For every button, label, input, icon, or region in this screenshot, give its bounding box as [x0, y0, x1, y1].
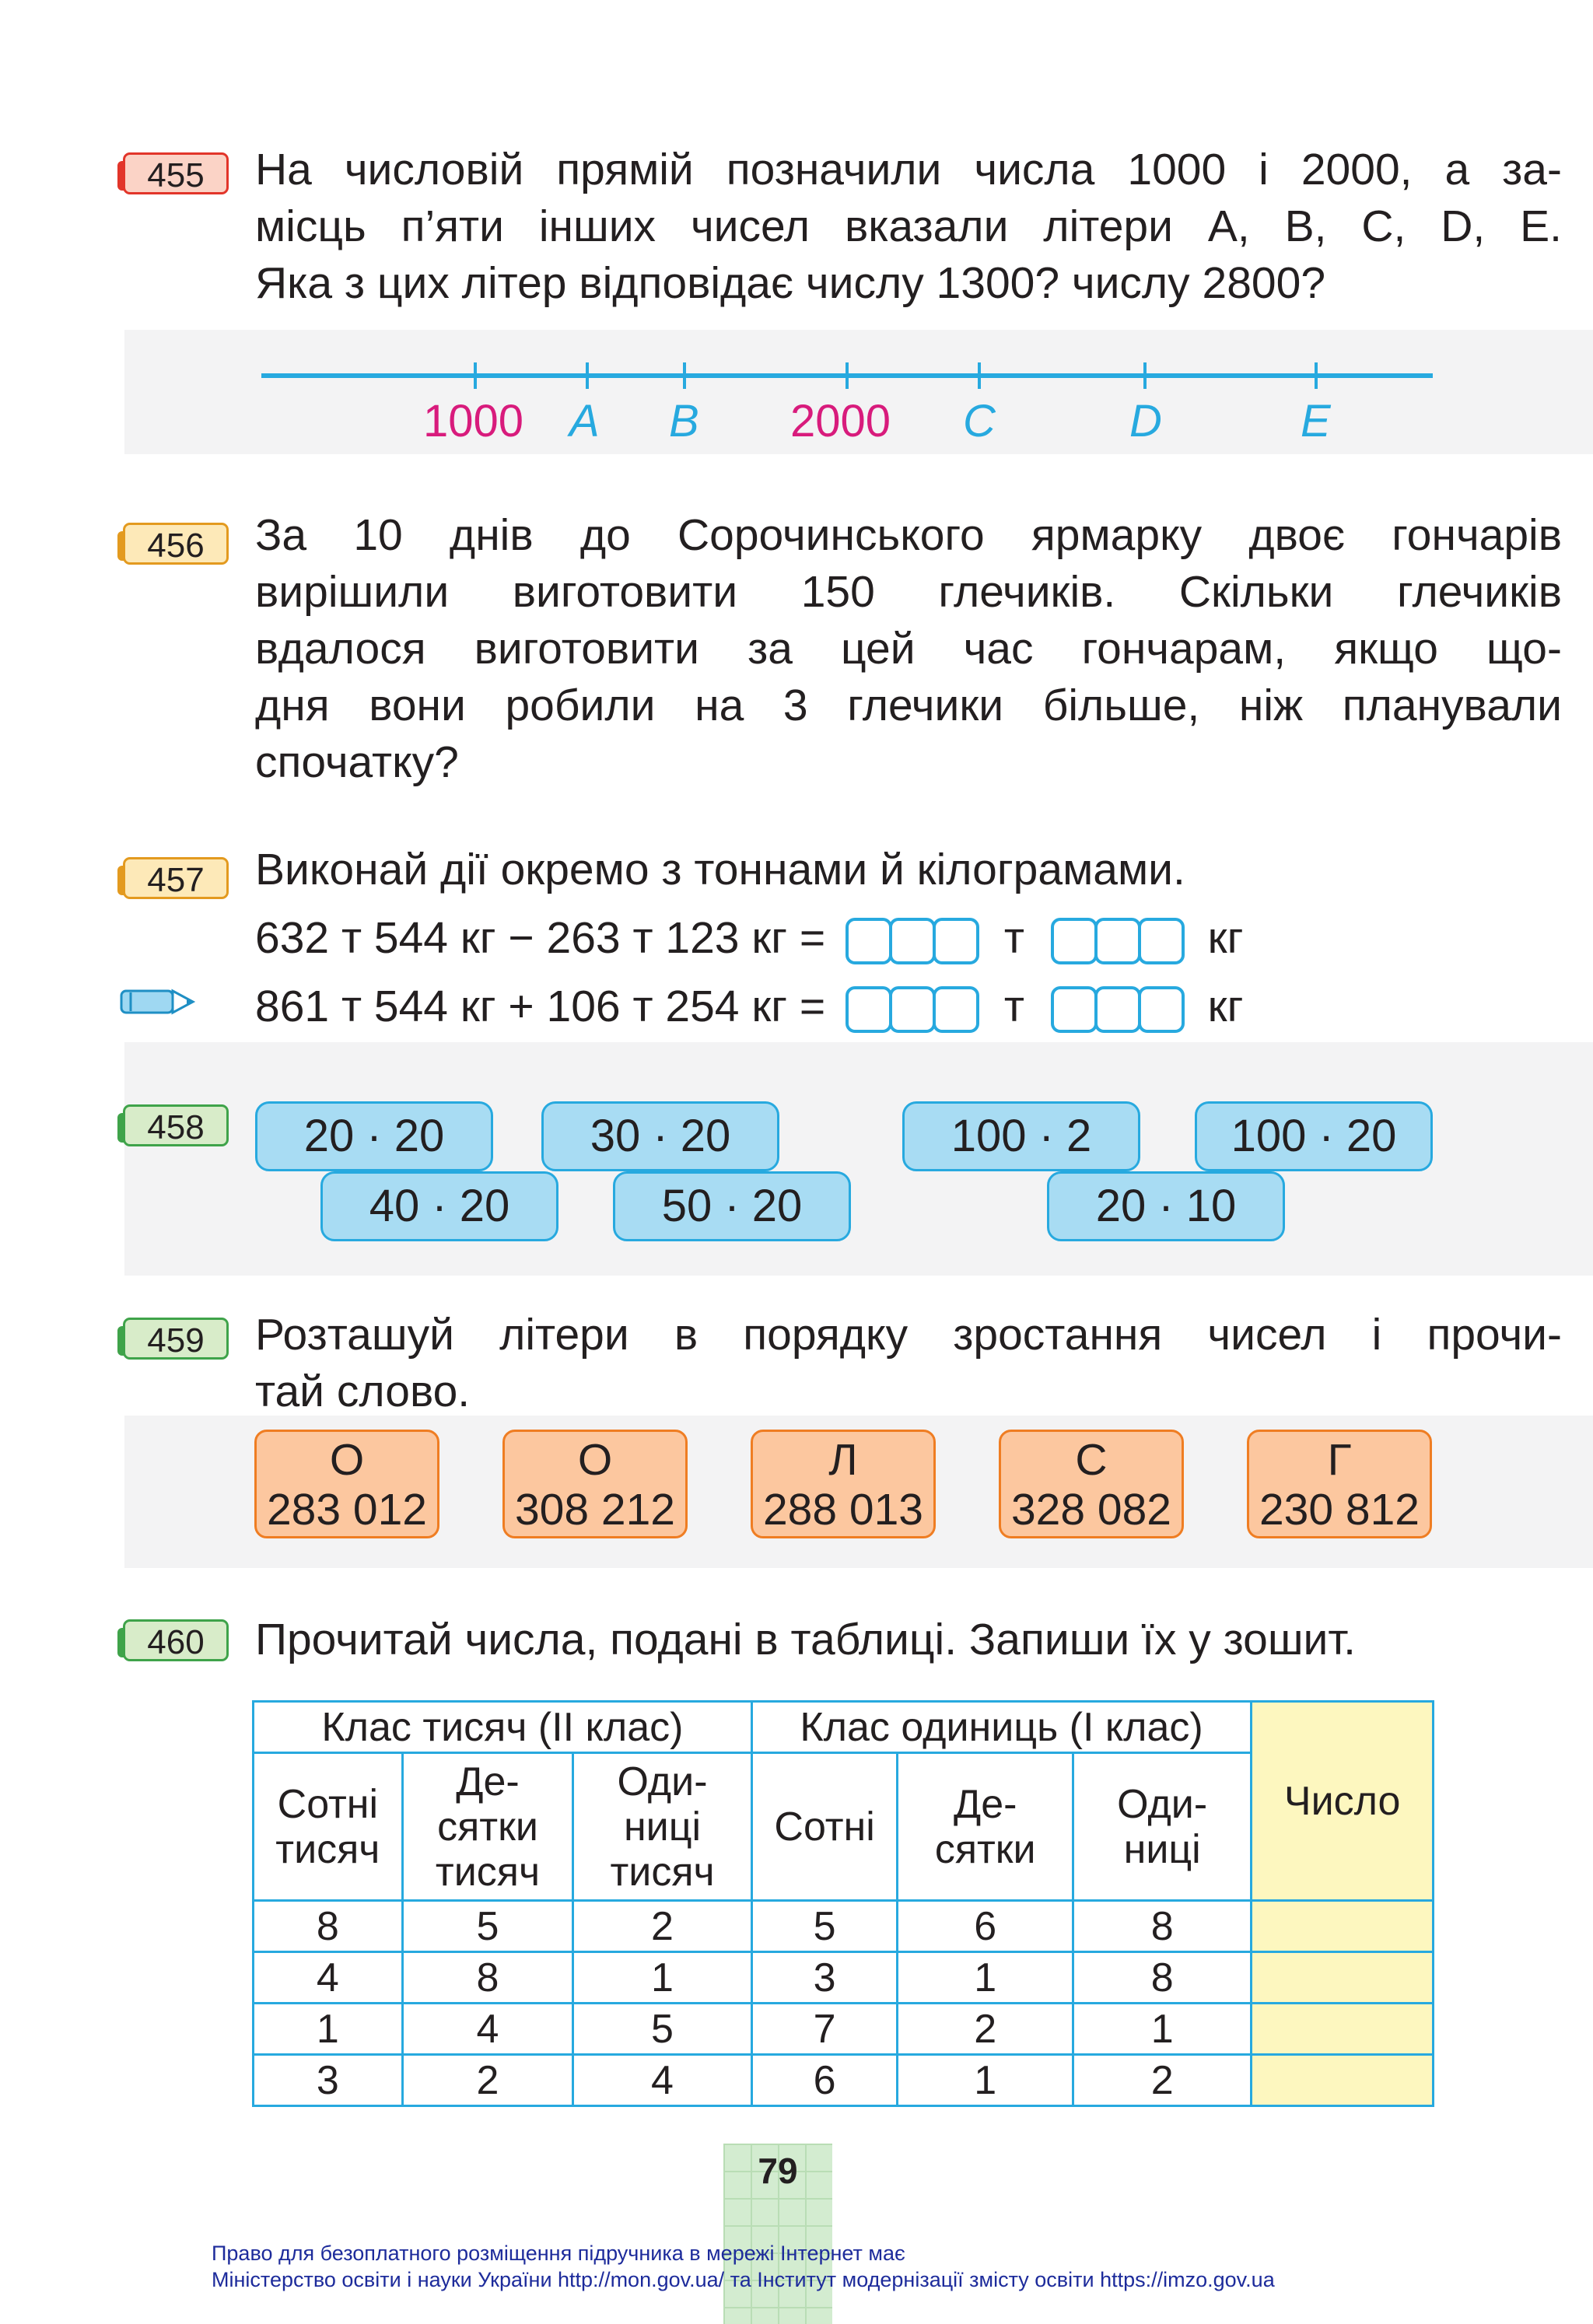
text-line: тай слово.: [255, 1367, 471, 1416]
exercise-456-text: [255, 507, 1562, 791]
answer-boxes-kg-2[interactable]: [1051, 986, 1182, 1033]
card-letter: Л: [828, 1435, 858, 1485]
exercise-number-459: 459: [123, 1318, 229, 1360]
card-number: 283 012: [266, 1485, 428, 1535]
cell: 3: [254, 2055, 403, 2106]
letter-card: [1247, 1430, 1432, 1538]
cell: 1: [898, 1952, 1073, 2004]
exercise-number-457: 457: [123, 857, 229, 899]
equation-1-expr: 632 т 544 кг − 263 т 123 кг =: [255, 913, 826, 963]
text-line: дня вони робили на 3 глечики більше, ніж планували: [255, 681, 1562, 730]
text-line: місць п’яти інших чисел вказали літери A, B, C, D, E.: [255, 201, 1562, 251]
table-row: [254, 2004, 1434, 2055]
table-row: [254, 1952, 1434, 2004]
expression-card: 30 · 20: [541, 1101, 779, 1171]
cell: 7: [751, 2004, 898, 2055]
card-letter: О: [577, 1435, 613, 1485]
table-row: [254, 1901, 1434, 1952]
letter-card: [254, 1430, 439, 1538]
exercise-455-text: [255, 142, 1562, 312]
text-line: спочатку?: [255, 737, 459, 787]
card-number: 308 212: [514, 1485, 676, 1535]
tick-a: [586, 362, 589, 389]
letter-card: [502, 1430, 688, 1538]
answer-boxes-kg-1[interactable]: [1051, 918, 1182, 964]
exercise-number-456: 456: [123, 523, 229, 565]
footer-line-1: Право для безоплатного розміщення підручника в мережі Інтернет має: [212, 2242, 905, 2265]
card-letter: С: [1075, 1435, 1108, 1485]
equation-row-1: [255, 910, 1243, 967]
cell: 8: [402, 1952, 573, 2004]
exercise-number-458: 458: [123, 1104, 229, 1146]
header-units: Оди- ниці: [1073, 1753, 1251, 1901]
cell: 1: [573, 1952, 752, 2004]
cell: 5: [402, 1901, 573, 1952]
header-tens: Де- сятки: [898, 1753, 1073, 1901]
label-2000: 2000: [790, 396, 891, 446]
text-line: Яка з цих літер відповідає числу 1300? числу 2800?: [255, 258, 1326, 308]
expression-card: 20 · 20: [255, 1101, 493, 1171]
cell: 5: [573, 2004, 752, 2055]
cell: 2: [402, 2055, 573, 2106]
unit-kg-1: кг: [1207, 913, 1244, 963]
card-number: 288 013: [762, 1485, 924, 1535]
text-line: вирішили виготовити 150 глечиків. Скільки глечиків: [255, 567, 1562, 617]
label-1000: 1000: [423, 396, 524, 446]
cell: 4: [254, 1952, 403, 2004]
unit-t-1: т: [1003, 913, 1024, 963]
label-c: C: [963, 396, 996, 446]
equation-2-expr: 861 т 544 кг + 106 т 254 кг =: [255, 982, 826, 1031]
answer-boxes-tonnes-2[interactable]: [846, 986, 976, 1033]
cell: 2: [1073, 2055, 1251, 2106]
header-ten-thousands: Де- сятки тисяч: [402, 1753, 573, 1901]
header-hundreds: Сотні: [751, 1753, 898, 1901]
cell: 1: [898, 2055, 1073, 2106]
answer-cell[interactable]: [1252, 2004, 1434, 2055]
page-number: 79: [758, 2151, 798, 2191]
cell: 3: [751, 1952, 898, 2004]
answer-cell[interactable]: [1252, 1901, 1434, 1952]
cell: 2: [898, 2004, 1073, 2055]
cell: 6: [751, 2055, 898, 2106]
footer-line-2: Міністерство освіти і науки України http://mon.gov.ua/ та Інститут модернізації змісту освіти https://imzo.gov.ua: [212, 2268, 1275, 2291]
cell: 4: [573, 2055, 752, 2106]
equation-row-2: [255, 978, 1243, 1035]
letter-card: [751, 1430, 936, 1538]
expression-card: 100 · 20: [1195, 1101, 1433, 1171]
place-value-table: [252, 1700, 1434, 2107]
card-letter: О: [329, 1435, 365, 1485]
label-a: A: [569, 396, 600, 446]
exercise-number-460: 460: [123, 1619, 229, 1661]
cell: 8: [254, 1901, 403, 1952]
page-number-tab: [723, 2144, 832, 2324]
cell: 8: [1073, 1901, 1251, 1952]
header-number: Число: [1252, 1702, 1434, 1901]
cell: 4: [402, 2004, 573, 2055]
exercise-459-text: [255, 1307, 1562, 1420]
expression-card: 100 · 2: [902, 1101, 1140, 1171]
tick-e: [1315, 362, 1318, 389]
expression-card: 50 · 20: [613, 1171, 851, 1241]
expression-card: 40 · 20: [320, 1171, 558, 1241]
unit-kg-2: кг: [1207, 982, 1244, 1031]
tick-b: [683, 362, 686, 389]
text-line: вдалося виготовити за цей час гончарам, якщо що-: [255, 624, 1562, 674]
card-number: 328 082: [1010, 1485, 1172, 1535]
header-units-class: Клас одиниць (І клас): [751, 1702, 1252, 1753]
cell: 6: [898, 1901, 1073, 1952]
letter-card: [999, 1430, 1184, 1538]
table-row: [254, 2055, 1434, 2106]
expression-card: 20 · 10: [1047, 1171, 1285, 1241]
card-number: 230 812: [1259, 1485, 1420, 1535]
header-hundred-thousands: Сотні тисяч: [254, 1753, 403, 1901]
tick-1000: [474, 362, 477, 389]
text-line: На числовій прямій позначили числа 1000 і 2000, а за-: [255, 145, 1562, 194]
tick-2000: [846, 362, 849, 389]
tick-c: [978, 362, 981, 389]
cell: 1: [254, 2004, 403, 2055]
text-line: Розташуй літери в порядку зростання чисел і прочи-: [255, 1310, 1562, 1360]
answer-cell[interactable]: [1252, 2055, 1434, 2106]
exercise-457-intro: Виконай дії окремо з тоннами й кілограмами.: [255, 845, 1185, 894]
cell: 2: [573, 1901, 752, 1952]
label-d: D: [1129, 396, 1162, 446]
header-thousands-class: Клас тисяч (ІІ клас): [254, 1702, 752, 1753]
header-thousands: Оди- ниці тисяч: [573, 1753, 752, 1901]
unit-t-2: т: [1003, 982, 1024, 1031]
exercise-number-455: 455: [123, 152, 229, 194]
cell: 5: [751, 1901, 898, 1952]
card-letter: Г: [1327, 1435, 1352, 1485]
exercise-460-intro: Прочитай числа, подані в таблиці. Запиши їх у зошит.: [255, 1615, 1357, 1664]
pencil-icon: [120, 986, 198, 1021]
cell: 8: [1073, 1952, 1251, 2004]
text-line: За 10 днів до Сорочинського ярмарку двоє гончарів: [255, 510, 1562, 560]
label-b: B: [669, 396, 699, 446]
answer-cell[interactable]: [1252, 1952, 1434, 2004]
tick-d: [1143, 362, 1147, 389]
label-e: E: [1301, 396, 1331, 446]
cell: 1: [1073, 2004, 1251, 2055]
answer-boxes-tonnes-1[interactable]: [846, 918, 976, 964]
